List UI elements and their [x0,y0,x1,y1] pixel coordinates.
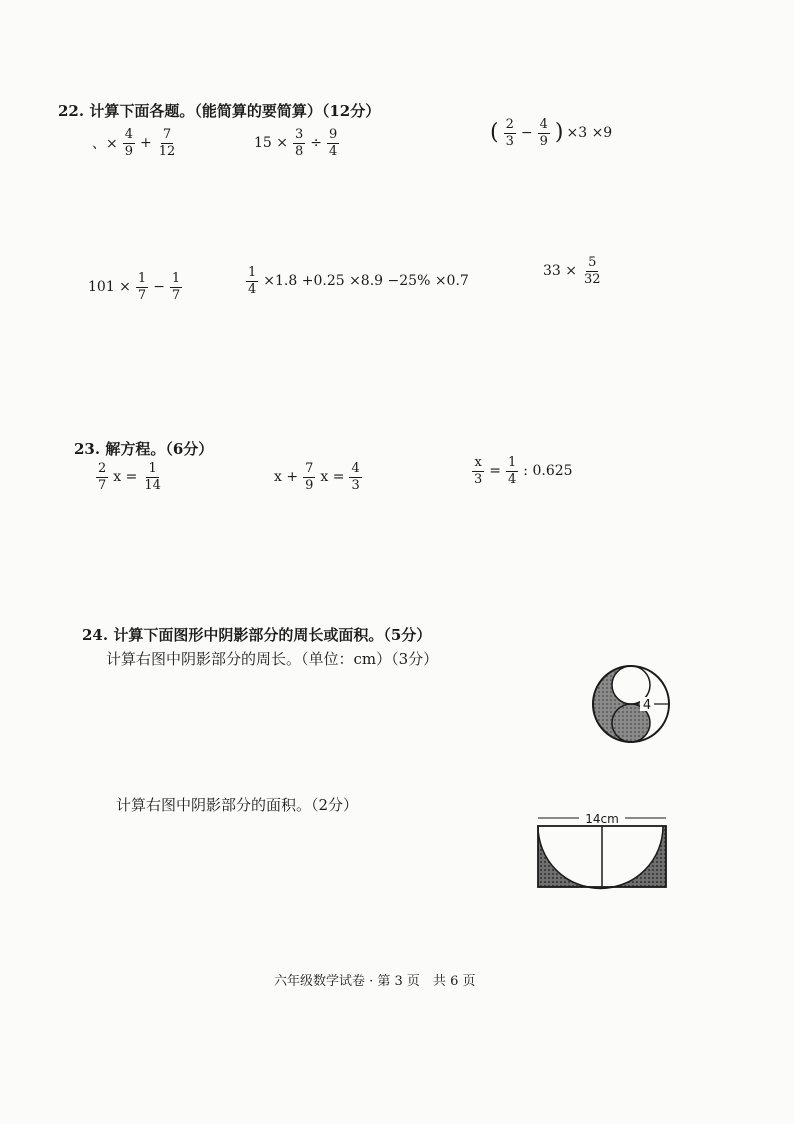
shaded-right-square [602,826,666,887]
operator: ÷ [310,135,323,152]
equation-mid: x = [320,469,345,486]
expr-tail: : 0.625 [523,463,573,480]
q24-sub1: 计算右图中阴影部分的周长。（单位：cm）（3分） [106,650,439,668]
right-paren: ) [554,120,564,146]
q23-heading: 23. 解方程。（6分） [74,440,214,458]
q22-expression-5 [244,266,469,296]
left-paren: ( [490,120,499,146]
fraction: $\frac{7}{9}$ [305,461,314,493]
fraction: $\frac{7}{12}$ [158,127,176,159]
fraction: $\frac{x}{3}$ [474,455,483,487]
expr-tail: ×3 ×9 [566,125,613,142]
figure-circle-taiji [585,658,677,750]
expr-lead: 、× [92,136,118,153]
expr-lead: 15 × [254,135,288,152]
q22-expression-4 [88,272,184,302]
fraction: $\frac{9}{4}$ [329,127,338,159]
operator: − [153,279,165,296]
q22-expression-3 [490,118,612,148]
expr-lead: 33 × [543,263,577,280]
q24-heading: 24. 计算下面图形中阴影部分的周长或面积。（5分） [82,626,432,644]
figure-1-label: 4 [642,698,652,713]
fraction: $\frac{4}{3}$ [351,461,360,493]
expr-tail: ×1.8 +0.25 ×8.9 −25% ×0.7 [263,273,469,290]
q23-equation-2 [274,462,364,492]
q23-equation-3 [470,456,573,486]
page-footer: 六年级数学试卷 · 第 3 页 共 6 页 [274,974,476,989]
fraction: $\frac{2}{7}$ [98,461,107,493]
q24-sub2: 计算右图中阴影部分的面积。（2分） [116,796,359,814]
expr-lead: x + [274,469,299,486]
shaded-left-corner [538,826,599,887]
q22-expression-6 [543,256,605,286]
q22-expression-2 [254,128,341,158]
fraction: $\frac{1}{4}$ [508,455,517,487]
fraction: $\frac{1}{7}$ [137,271,147,303]
operator: − [520,125,533,142]
fraction: $\frac{2}{3}$ [505,117,514,149]
equation-mid: x = [113,469,138,486]
equation-mid: = [489,463,502,480]
operator: + [140,135,152,152]
fraction: $\frac{1}{7}$ [171,271,181,303]
q22-expression-1 [92,128,179,158]
expr-lead: 101 × [88,279,131,296]
fraction: $\frac{3}{8}$ [295,127,304,159]
q22-heading: 22. 计算下面各题。（能简算的要简算）（12分） [58,102,381,120]
fraction: $\frac{5}{32}$ [584,255,601,287]
fraction: $\frac{4}{9}$ [124,127,134,159]
figure-2-label: 14cm [585,812,619,826]
fraction: $\frac{4}{9}$ [539,117,548,149]
figure-rectangle-semicircle [535,808,669,890]
fraction: $\frac{1}{4}$ [248,265,257,297]
fraction: $\frac{1}{14}$ [144,461,161,493]
q23-equation-1 [94,462,165,492]
